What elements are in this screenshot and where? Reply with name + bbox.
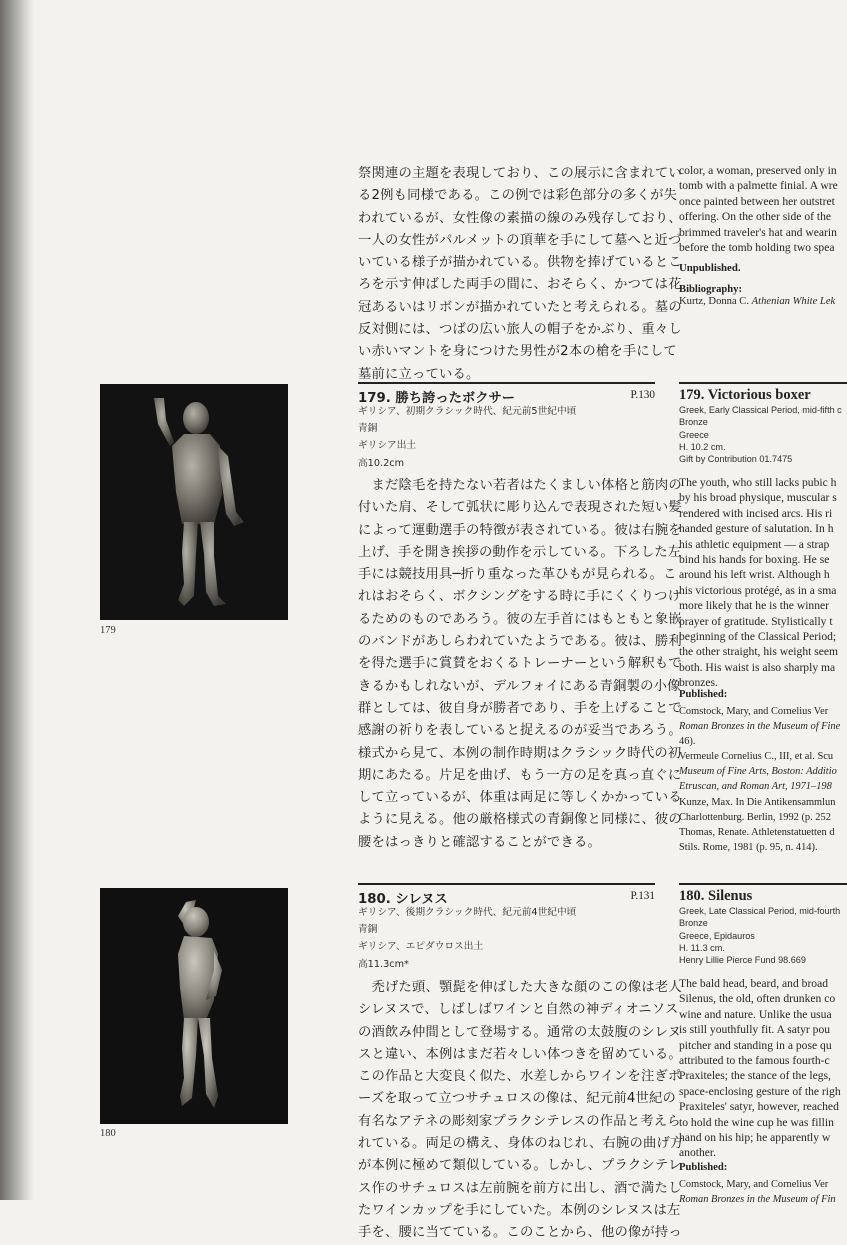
japanese-text-line: 墓前に立っている。 xyxy=(358,366,480,382)
japanese-text-line: 禿げた頭、顎髭を伸ばした大きな顔のこの像は老人 xyxy=(358,980,682,995)
entry-179-en-body xyxy=(679,475,847,691)
published-reference-line: Comstock, Mary, and Cornelius Ver xyxy=(679,1179,829,1190)
english-text-line: brimmed traveler's hat and wearin xyxy=(679,225,837,239)
english-text-line: color, a woman, preserved only in xyxy=(679,164,837,177)
japanese-text-line: のバンドがあしらわれていたようである。彼は、勝利 xyxy=(358,634,682,650)
jp-meta-line: 高11.3cm* xyxy=(358,958,409,970)
en-meta-line: Bronze xyxy=(679,918,708,929)
japanese-text-line: 感謝の祈りを表していると捉えるのが妥当であろう。 xyxy=(358,723,682,739)
bibliography-author: Kurtz, Donna C. xyxy=(679,296,752,307)
english-text-line: prayer of gratitude. Stylistically t xyxy=(679,614,833,628)
japanese-text-line: い赤いマントを身につけた男性が2本の槍を手にして xyxy=(358,344,677,360)
japanese-text-line: れはおそらく、ボクシングをする時に手にくくりつけ xyxy=(358,589,682,605)
english-text-line: attributed to the famous fourth-c xyxy=(679,1054,830,1068)
jp-meta-line: ギリシア、後期クラシック時代、紀元前4世紀中頃 xyxy=(358,907,577,918)
intro-japanese-text xyxy=(358,163,682,386)
japanese-text-line: 付いた肩、そして弧状に彫り込んで表現された短い髪 xyxy=(358,500,682,516)
japanese-text-line: ス作のサチュロスは左前腕を前方に出し、酒で満たし xyxy=(358,1180,682,1196)
entry-180-en-body xyxy=(679,976,847,1161)
bibliography xyxy=(679,284,847,309)
english-text-line: once painted between her outstret xyxy=(679,194,835,208)
entry-180-en-meta xyxy=(679,905,847,966)
jp-meta-line: 青銅 xyxy=(358,423,378,435)
english-text-line: around his left wrist. Although h xyxy=(679,568,830,582)
en-meta-line: Henry Lillie Pierce Fund 98.669 xyxy=(679,955,806,966)
photo-label-180: 180 xyxy=(100,1128,116,1139)
japanese-text-line: 様式から見て、本例の制作時期はクラシック時代の初 xyxy=(358,745,682,761)
photo-label-179: 179 xyxy=(100,625,116,636)
japanese-text-line: 腰をはっきりと確認することができる。 xyxy=(358,834,601,850)
bibliography-title: Athenian White Lek xyxy=(751,296,836,307)
entry-180-jp-title: 180. シレヌス xyxy=(358,892,448,907)
japanese-text-line: いている様子が描かれている。供物を捧げているとこ xyxy=(358,255,682,271)
entry-179-en-title-bar xyxy=(679,382,847,404)
english-text-line: bind his hands for boxing. He se xyxy=(679,553,830,567)
published-reference-line: Vermeule Cornelius C., III, et al. Scu xyxy=(679,751,834,763)
published-reference-line: Thomas, Renate. Athletenstatuetten d xyxy=(679,826,835,838)
entry-179-jp-title: 179. 勝ち誇ったボクサー xyxy=(358,391,516,406)
jp-meta-line: 青銅 xyxy=(358,924,378,936)
english-text-line: Praxiteles; the stance of the legs, xyxy=(679,1069,831,1083)
japanese-text-line: 冠あるいはリボンが描かれていたと考えられる。墓の xyxy=(358,299,682,315)
japanese-text-line: たワインカップを手にしていた。本例のシレヌスは左 xyxy=(358,1202,681,1218)
jp-meta-line: ギリシア出土 xyxy=(358,440,417,452)
published-reference-line: Roman Bronzes in the Museum of Fine xyxy=(679,721,841,733)
english-text-line: space-enclosing gesture of the righ xyxy=(679,1084,841,1098)
english-text-line: to hold the wine cup he was fillin xyxy=(679,1115,834,1129)
japanese-text-line: して立っているが、体重は両足に等しくかかっている xyxy=(358,790,682,806)
english-text-line: both. His waist is also sharply ma xyxy=(679,660,836,674)
entry-180-published-label: Published: xyxy=(679,1162,728,1173)
published-reference-line: 46). xyxy=(679,736,696,748)
japanese-text-line: シレヌスで、しばしばワインと自然の神ディオニソス xyxy=(358,1002,679,1018)
english-text-line: rendered with incised arcs. His ri xyxy=(679,506,833,520)
japanese-text-line: 群としては、彼自身が勝者であり、手を上げることで xyxy=(358,700,682,716)
english-text-line: The youth, who still lacks pubic h xyxy=(679,476,837,489)
english-text-line: pitcher and standing in a pose qu xyxy=(679,1038,832,1052)
english-text-line: Praxiteles' satyr, however, reached xyxy=(679,1100,839,1114)
bibliography-label: Bibliography: xyxy=(679,284,742,295)
published-reference-line: Stils. Rome, 1981 (p. 95, n. 414). xyxy=(679,841,818,853)
japanese-text-line: の酒飲み仲間として登場する。通常の太鼓腹のシレヌ xyxy=(358,1024,682,1040)
japanese-text-line: 反対側には、つばの広い旅人の帽子をかぶり、重々し xyxy=(358,322,682,338)
english-text-line: The bald head, beard, and broad xyxy=(679,977,829,990)
boxer-statue-photo xyxy=(100,384,288,620)
japanese-text-line: ーズを取って立つサチュロスの像は、紀元前4世紀の xyxy=(358,1091,677,1107)
japanese-text-line: 手を、腰に当てている。このことから、他の像が持っ xyxy=(358,1225,682,1241)
english-text-line: offering. On the other side of the xyxy=(679,210,832,224)
english-text-line: beginning of the Classical Period; xyxy=(679,630,837,644)
en-meta-line: H. 10.2 cm. xyxy=(679,441,726,452)
en-meta-line: Greek, Late Classical Period, mid-fourth xyxy=(679,906,841,916)
published-reference-line: Etruscan, and Roman Art, 1971–198 xyxy=(679,781,832,793)
japanese-text-line: が本例に極めて類似している。しかし、プラクシテレ xyxy=(358,1158,682,1174)
japanese-text-line: 一人の女性がパルメットの頂華を手にして墓へと近づ xyxy=(358,232,682,248)
jp-meta-line: ギリシア、初期クラシック時代、紀元前5世紀中頃 xyxy=(358,406,577,417)
japanese-text-line: れている。両足の構え、身体のねじれ、右腕の曲げ方 xyxy=(358,1136,684,1152)
japanese-text-line: この作品と大変良く似た、水差しからワインを注ぎポ xyxy=(358,1069,682,1085)
english-text-line: bronzes. xyxy=(679,676,718,690)
english-text-line: another. xyxy=(679,1146,717,1160)
intro-english-text xyxy=(679,163,847,255)
en-meta-line: Greek, Early Classical Period, mid-fifth c xyxy=(679,405,842,415)
boxer-statue-image xyxy=(100,384,288,620)
english-text-line: the other straight, his weight seem xyxy=(679,645,839,659)
entry-180-published-list xyxy=(679,1177,847,1207)
entry-179-jp-body xyxy=(358,475,682,854)
english-text-line: by his broad physique, muscular s xyxy=(679,491,837,505)
entry-180-en-title-bar xyxy=(679,883,847,905)
english-text-line: wine and nature. Unlike the usua xyxy=(679,1007,832,1021)
published-reference-line: Kunze, Max. In Die Antikensammlun xyxy=(679,796,836,808)
published-reference-line: Roman Bronzes in the Museum of Fin xyxy=(679,1194,836,1206)
english-text-line: Silenus, the old, often drunken co xyxy=(679,992,836,1006)
japanese-text-line: 手には競技用具─折り重なった革ひもが見られる。こ xyxy=(358,567,677,583)
entry-179-jp-meta xyxy=(358,403,576,472)
entry-179-en-title: 179. Victorious boxer xyxy=(679,387,811,403)
english-text-line: his athletic equipment — a strap xyxy=(679,537,830,551)
english-text-line: his victorious protégé, as in a sma xyxy=(679,583,837,597)
english-text-line: before the tomb holding two spea xyxy=(679,241,835,255)
published-reference-line: Charlottenburg. Berlin, 1992 (p. 252 xyxy=(679,811,831,823)
published-reference-line: Comstock, Mary, and Cornelius Ver xyxy=(679,706,829,717)
english-text-line: is still youthfully fit. A satyr pou xyxy=(679,1023,831,1037)
english-text-line: hand on his hip; he apparently w xyxy=(679,1131,831,1145)
silenus-statue-image xyxy=(100,888,288,1124)
japanese-text-line: 上げ、手を開き挨拶の動作を示している。下ろした左 xyxy=(358,544,682,560)
entry-179-published-label: Published: xyxy=(679,689,728,700)
japanese-text-line: われているが、女性像の素描の線のみ残存しており、 xyxy=(358,210,682,226)
japanese-text-line: きるかもしれないが、デルフォイにある青銅製の小像 xyxy=(358,678,681,694)
en-meta-line: Gift by Contribution 01.7475 xyxy=(679,454,793,465)
entry-180-en-title: 180. Silenus xyxy=(679,888,753,904)
entry-179-page-ref: P.130 xyxy=(630,389,655,401)
published-reference-line: Museum of Fine Arts, Boston: Additio xyxy=(679,766,837,778)
jp-meta-line: ギリシア、エピダウロス出土 xyxy=(358,941,484,953)
japanese-text-line: 祭関連の主題を表現しており、この展示に含まれてい xyxy=(358,166,682,181)
japanese-text-line: ように見える。他の厳格様式の青銅像と同様に、彼の xyxy=(358,812,682,828)
english-text-line: handed gesture of salutation. In h xyxy=(679,522,834,536)
entry-179-published-list xyxy=(679,704,847,855)
japanese-text-line: を得た選手に賞賛をおくるトレーナーという解釈もで xyxy=(358,656,682,672)
japanese-text-line: まだ陰毛を持たない若者はたくましい体格と筋肉の xyxy=(358,478,682,493)
japanese-text-line: スと違い、本例はまだ若々しい体つきを留めている。 xyxy=(358,1046,682,1062)
en-meta-line: Bronze xyxy=(679,417,708,428)
japanese-text-line: 有名なアテネの彫刻家プラクシテレスの作品と考えら xyxy=(358,1113,681,1129)
japanese-text-line: るためのものであろう。彼の左手首にはもともと象嵌 xyxy=(358,611,682,627)
entry-179-en-meta xyxy=(679,404,847,465)
japanese-text-line: 期にあたる。片足を曲げ、もう一方の足を真っ直ぐに xyxy=(358,767,682,783)
japanese-text-line: によって運動選手の特徴が表されている。彼は右腕を xyxy=(358,522,682,538)
unpublished-label: Unpublished. xyxy=(679,262,741,274)
japanese-text-line: る2例も同様である。この例では彩色部分の多くが失 xyxy=(358,188,678,204)
english-text-line: tomb with a palmette finial. A wre xyxy=(679,179,838,193)
entry-180-jp-body xyxy=(358,977,684,1245)
en-meta-line: Greece, Epidauros xyxy=(679,930,755,941)
entry-180-page-ref: P.131 xyxy=(630,890,655,902)
book-gutter-shadow xyxy=(0,0,34,1200)
jp-meta-line: 高10.2cm xyxy=(358,457,405,469)
en-meta-line: Greece xyxy=(679,429,709,440)
en-meta-line: H. 11.3 cm. xyxy=(679,942,725,953)
entry-180-jp-meta xyxy=(358,904,576,973)
japanese-text-line: ろを示す伸ばした両手の間に、おそらく、かつては花 xyxy=(358,277,682,293)
english-text-line: more likely that he is the winner xyxy=(679,599,830,613)
silenus-statue-photo xyxy=(100,888,288,1124)
